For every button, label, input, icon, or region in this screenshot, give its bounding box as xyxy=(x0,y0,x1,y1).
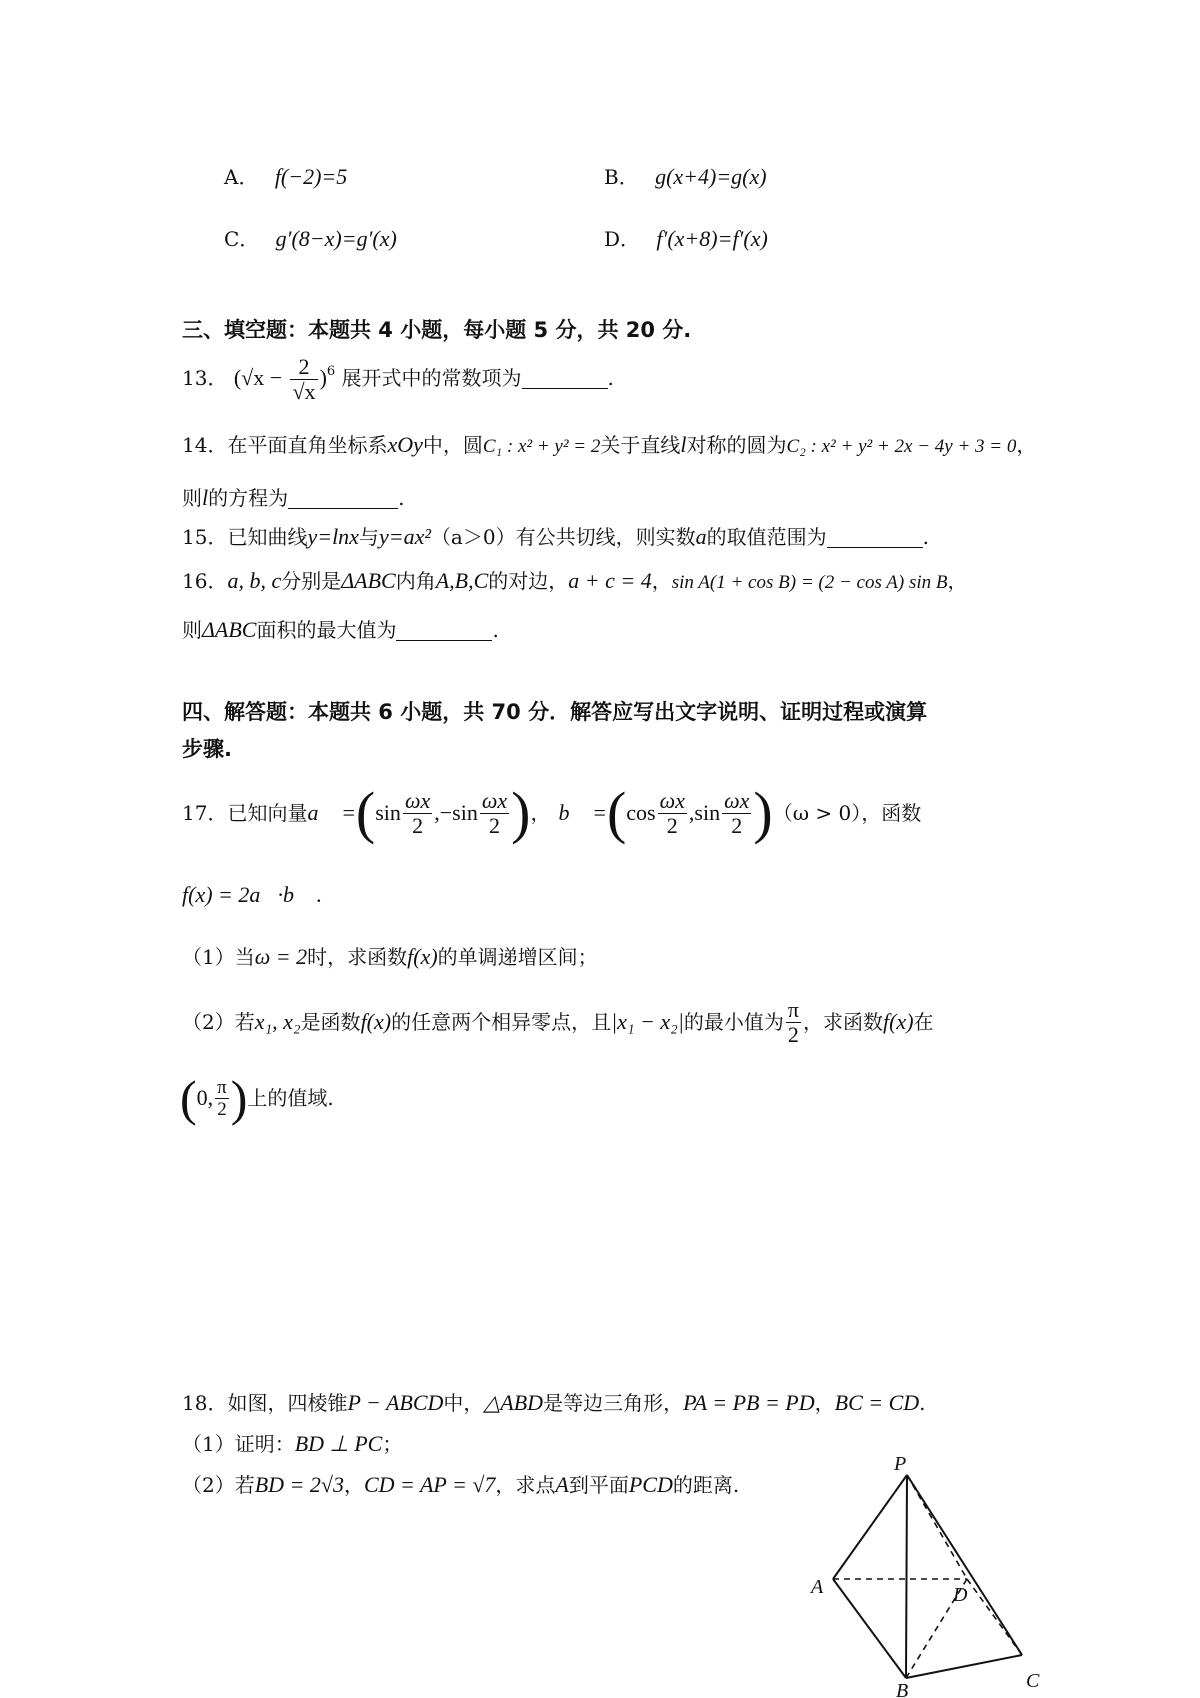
q17-frac-1 xyxy=(403,789,432,838)
q14-comma: ， xyxy=(1016,433,1037,457)
q16-text-a: 分别是 xyxy=(281,569,342,593)
section-4-heading-line1: 四、解答题：本题共 6 小题，共 70 分．解答应写出文字说明、证明过程或演算 xyxy=(182,700,928,724)
q17-p2-text-e: ，求函数 xyxy=(802,1010,883,1034)
q17-number: 17． xyxy=(182,801,228,825)
q13-exponent: 6 xyxy=(326,364,336,379)
q14-line-l: l xyxy=(680,432,687,457)
edge-dc xyxy=(967,1579,1022,1655)
q18-p2-point-a: A xyxy=(555,1472,569,1497)
q17-frac-1-num: ωx xyxy=(404,787,431,813)
q18-triangle: △ABD xyxy=(483,1390,544,1415)
q17-p2-text-b: 是函数 xyxy=(300,1010,361,1034)
q17-int-frac-num: π xyxy=(217,1076,227,1098)
question-16-line1 xyxy=(182,568,967,596)
q16-number: 16． xyxy=(182,569,228,593)
q17-frac-4 xyxy=(722,789,751,838)
q17-paren-close: ) xyxy=(511,780,531,845)
question-15 xyxy=(182,524,929,550)
q14-text-equation: 的方程为 xyxy=(208,486,289,510)
q18-p2-text-a: （2）若 xyxy=(182,1473,255,1497)
q15-text-d: 的取值范围为 xyxy=(706,525,827,549)
question-17-fdef xyxy=(182,882,322,908)
q17-p2-roots: x₁, x₂ xyxy=(254,1009,301,1034)
edge-bc xyxy=(906,1655,1022,1678)
q17-comma: ， xyxy=(530,801,551,825)
q17-comma-sin: ,sin xyxy=(688,800,721,825)
label-p: P xyxy=(894,1455,907,1475)
q17-int-frac-den: 2 xyxy=(217,1098,227,1120)
q17-frac-2-num: ωx xyxy=(481,787,508,813)
q17-frac-1-den: 2 xyxy=(412,812,424,838)
q13-answer-blank[interactable] xyxy=(522,368,608,389)
q17-frac-3-den: 2 xyxy=(666,812,678,838)
q14-line-l-2: l xyxy=(202,485,209,510)
q17-int-paren-close: ) xyxy=(230,1070,248,1126)
option-d-label: D． xyxy=(604,227,641,251)
q16-text-b: 内角 xyxy=(395,569,436,593)
q17-frac-2-den: 2 xyxy=(489,812,500,838)
q18-p2-cd: CD = AP = √7 xyxy=(363,1472,496,1497)
q18-text-a: 如图，四棱锥 xyxy=(227,1391,348,1415)
section-4-heading-line2: 步骤. xyxy=(182,737,232,761)
q18-eq-2: BC = CD xyxy=(834,1390,920,1415)
q18-number: 18． xyxy=(182,1391,228,1415)
q17-condition: （ω > 0），函数 xyxy=(772,801,922,825)
q17-p2-f2: f(x) xyxy=(882,1009,914,1034)
edge-pb xyxy=(906,1475,907,1678)
q17-paren-close-2: ) xyxy=(753,780,773,845)
q13-expr-pre: (√x − xyxy=(233,365,283,390)
q17-frac-3 xyxy=(658,789,687,838)
q18-p2-text-d: 的距离. xyxy=(672,1473,740,1497)
q17-paren-open-2: ( xyxy=(606,780,627,845)
q17-function-def: f(x) = 2a⃗·b⃗ . xyxy=(182,882,323,907)
q15-condition: （a＞0） xyxy=(430,525,516,549)
option-b-label: B． xyxy=(604,165,639,189)
q13-period: . xyxy=(607,366,614,390)
question-17-interval xyxy=(180,1068,334,1128)
q15-period: . xyxy=(922,525,929,549)
q14-circle-c2: C₂ : x² + y² + 2x − 4y + 3 = 0 xyxy=(786,436,1017,457)
q13-frac-den: √x xyxy=(292,379,316,404)
q16-answer-blank[interactable] xyxy=(396,620,492,641)
q15-var-a: a xyxy=(695,524,707,549)
label-d: D xyxy=(953,1584,968,1606)
q15-text-c: 有公共切线，则实数 xyxy=(515,525,696,549)
q16-text-c: 的对边， xyxy=(488,569,569,593)
q18-period: . xyxy=(919,1391,926,1415)
label-a: A xyxy=(811,1576,824,1598)
q17-text-a: 已知向量 xyxy=(227,801,308,825)
q16-sides: a, b, c xyxy=(227,568,282,593)
q17-vector-b: b⃗ = xyxy=(558,800,607,825)
q14-period: . xyxy=(398,486,405,510)
q18-p2-text-c: 到平面 xyxy=(568,1473,629,1497)
q13-frac-num: 2 xyxy=(290,355,317,380)
q17-cos: cos xyxy=(626,800,656,825)
option-a-label: A． xyxy=(224,165,259,189)
q18-p1-text-a: （1）证明： xyxy=(182,1432,295,1456)
option-d xyxy=(604,226,768,252)
q18-comma: ， xyxy=(814,1391,835,1415)
q14-text-a: 在平面直角坐标系 xyxy=(227,433,388,457)
q14-answer-blank[interactable] xyxy=(288,488,398,509)
question-17-line1 xyxy=(182,781,921,845)
q18-text-c: 是等边三角形， xyxy=(543,1391,684,1415)
question-17-part2 xyxy=(182,992,934,1052)
q17-frac-2 xyxy=(480,789,509,838)
edge-pc xyxy=(907,1475,1022,1655)
edge-ab xyxy=(833,1579,906,1678)
q17-p1-f: f(x) xyxy=(407,944,438,969)
q14-text-b: 中，圆 xyxy=(422,433,483,457)
q17-p2-text-a: （2）若 xyxy=(182,1010,255,1034)
q18-p2-plane: PCD xyxy=(628,1472,673,1497)
q17-p2-frac-den: 2 xyxy=(787,1021,799,1047)
label-c: C xyxy=(1026,1670,1040,1692)
q17-int-zero: 0, xyxy=(196,1085,214,1110)
q17-p2-text-d: 的最小值为 xyxy=(683,1010,784,1034)
label-b: B xyxy=(896,1680,909,1698)
q18-eq-1: PA = PB = PD xyxy=(683,1390,815,1415)
option-a xyxy=(224,164,347,190)
q18-text-b: 中， xyxy=(443,1391,484,1415)
section-3-heading: 三、填空题：本题共 4 小题，每小题 5 分，共 20 分. xyxy=(182,318,692,342)
question-18-line1 xyxy=(182,1390,926,1416)
question-14-line2 xyxy=(182,485,404,511)
q17-sin: sin xyxy=(375,800,401,825)
q15-curve-2: y=ax² xyxy=(378,524,431,549)
q17-frac-4-num: ωx xyxy=(724,787,750,813)
q16-comma: ， xyxy=(651,569,672,593)
q17-frac-3-num: ωx xyxy=(659,787,685,813)
q15-answer-blank[interactable] xyxy=(827,527,923,548)
q18-p1-expr: BD ⊥ PC xyxy=(294,1431,383,1456)
q15-number: 15． xyxy=(182,525,228,549)
q14-circle-c1: C₁ : x² + y² = 2 xyxy=(482,436,601,457)
q14-text-then: 则 xyxy=(182,486,202,510)
q17-p1-text-b: 时，求函数 xyxy=(307,945,408,969)
q16-text-max-area: 面积的最大值为 xyxy=(256,618,397,642)
q16-comma-2: ， xyxy=(947,569,968,593)
q17-p2-abs: |x₁ − x₂| xyxy=(611,1009,684,1034)
q18-p2-text-b: ，求点 xyxy=(495,1473,556,1497)
q17-p1-text-a: （1）当 xyxy=(182,945,255,969)
question-13 xyxy=(182,355,614,404)
edge-pa xyxy=(833,1475,907,1579)
q17-p1-text-c: 的单调递增区间； xyxy=(437,945,598,969)
question-18-part2 xyxy=(182,1472,739,1498)
q17-p2-text-g: 在 xyxy=(913,1010,934,1034)
option-a-expr: f(−2)=5 xyxy=(274,164,348,189)
q16-condition-1: a + c = 4 xyxy=(568,568,652,593)
q16-condition-2: sin A(1 + cos B) = (2 − cos A) sin B xyxy=(671,572,948,593)
option-c xyxy=(224,226,397,252)
q17-int-paren-open: ( xyxy=(180,1070,197,1126)
q18-p2-bd: BD = 2√3 xyxy=(254,1472,344,1497)
q16-angles: A,B,C xyxy=(435,568,489,593)
q17-paren-open: ( xyxy=(355,780,376,845)
q17-int-frac xyxy=(215,1077,229,1120)
q18-p2-comma: ， xyxy=(343,1473,364,1497)
q17-p2-f: f(x) xyxy=(360,1009,392,1034)
option-b xyxy=(604,164,767,190)
q17-p1-omega: ω = 2 xyxy=(254,944,308,969)
q17-p2-text-h: 上的值域. xyxy=(247,1086,334,1110)
pyramid-figure xyxy=(800,1455,1060,1698)
option-c-label: C． xyxy=(224,227,260,251)
q18-pyramid: P − ABCD xyxy=(347,1390,444,1415)
q17-p2-text-c: 的任意两个相异零点，且 xyxy=(391,1010,612,1034)
q15-text-b: 与 xyxy=(358,525,379,549)
option-d-expr: f′(x+8)=f′(x) xyxy=(656,226,768,251)
q15-text-a: 已知曲线 xyxy=(227,525,308,549)
q18-p1-text-b: ； xyxy=(382,1432,403,1456)
q13-number: 13． xyxy=(182,366,228,390)
q14-text-c: 关于直线 xyxy=(600,433,681,457)
option-c-expr: g′(8−x)=g′(x) xyxy=(275,226,397,251)
option-b-expr: g(x+4)=g(x) xyxy=(655,164,767,189)
question-14-line1 xyxy=(182,432,1036,460)
q17-p2-frac-num: π xyxy=(787,996,799,1022)
q14-xoy: xOy xyxy=(387,432,423,457)
question-18-part1 xyxy=(182,1431,402,1457)
q16-triangle: ΔABC xyxy=(341,568,396,593)
q17-frac-4-den: 2 xyxy=(731,812,743,838)
q13-fraction xyxy=(290,355,317,404)
q17-vector-a: a⃗ = xyxy=(307,800,356,825)
q15-curve-1: y=lnx xyxy=(307,524,359,549)
q16-text-then: 则 xyxy=(182,618,202,642)
q17-neg-sin: ,−sin xyxy=(434,800,478,825)
q16-period: . xyxy=(492,618,499,642)
q14-number: 14． xyxy=(182,433,228,457)
q13-text: 展开式中的常数项为 xyxy=(341,366,522,390)
question-16-line2 xyxy=(182,617,499,643)
q16-triangle-2: ΔABC xyxy=(202,617,257,642)
question-17-part1 xyxy=(182,944,598,970)
q13-expr-post: ) xyxy=(319,365,327,390)
q14-text-d: 对称的圆为 xyxy=(686,433,787,457)
q17-p2-frac xyxy=(786,998,801,1047)
